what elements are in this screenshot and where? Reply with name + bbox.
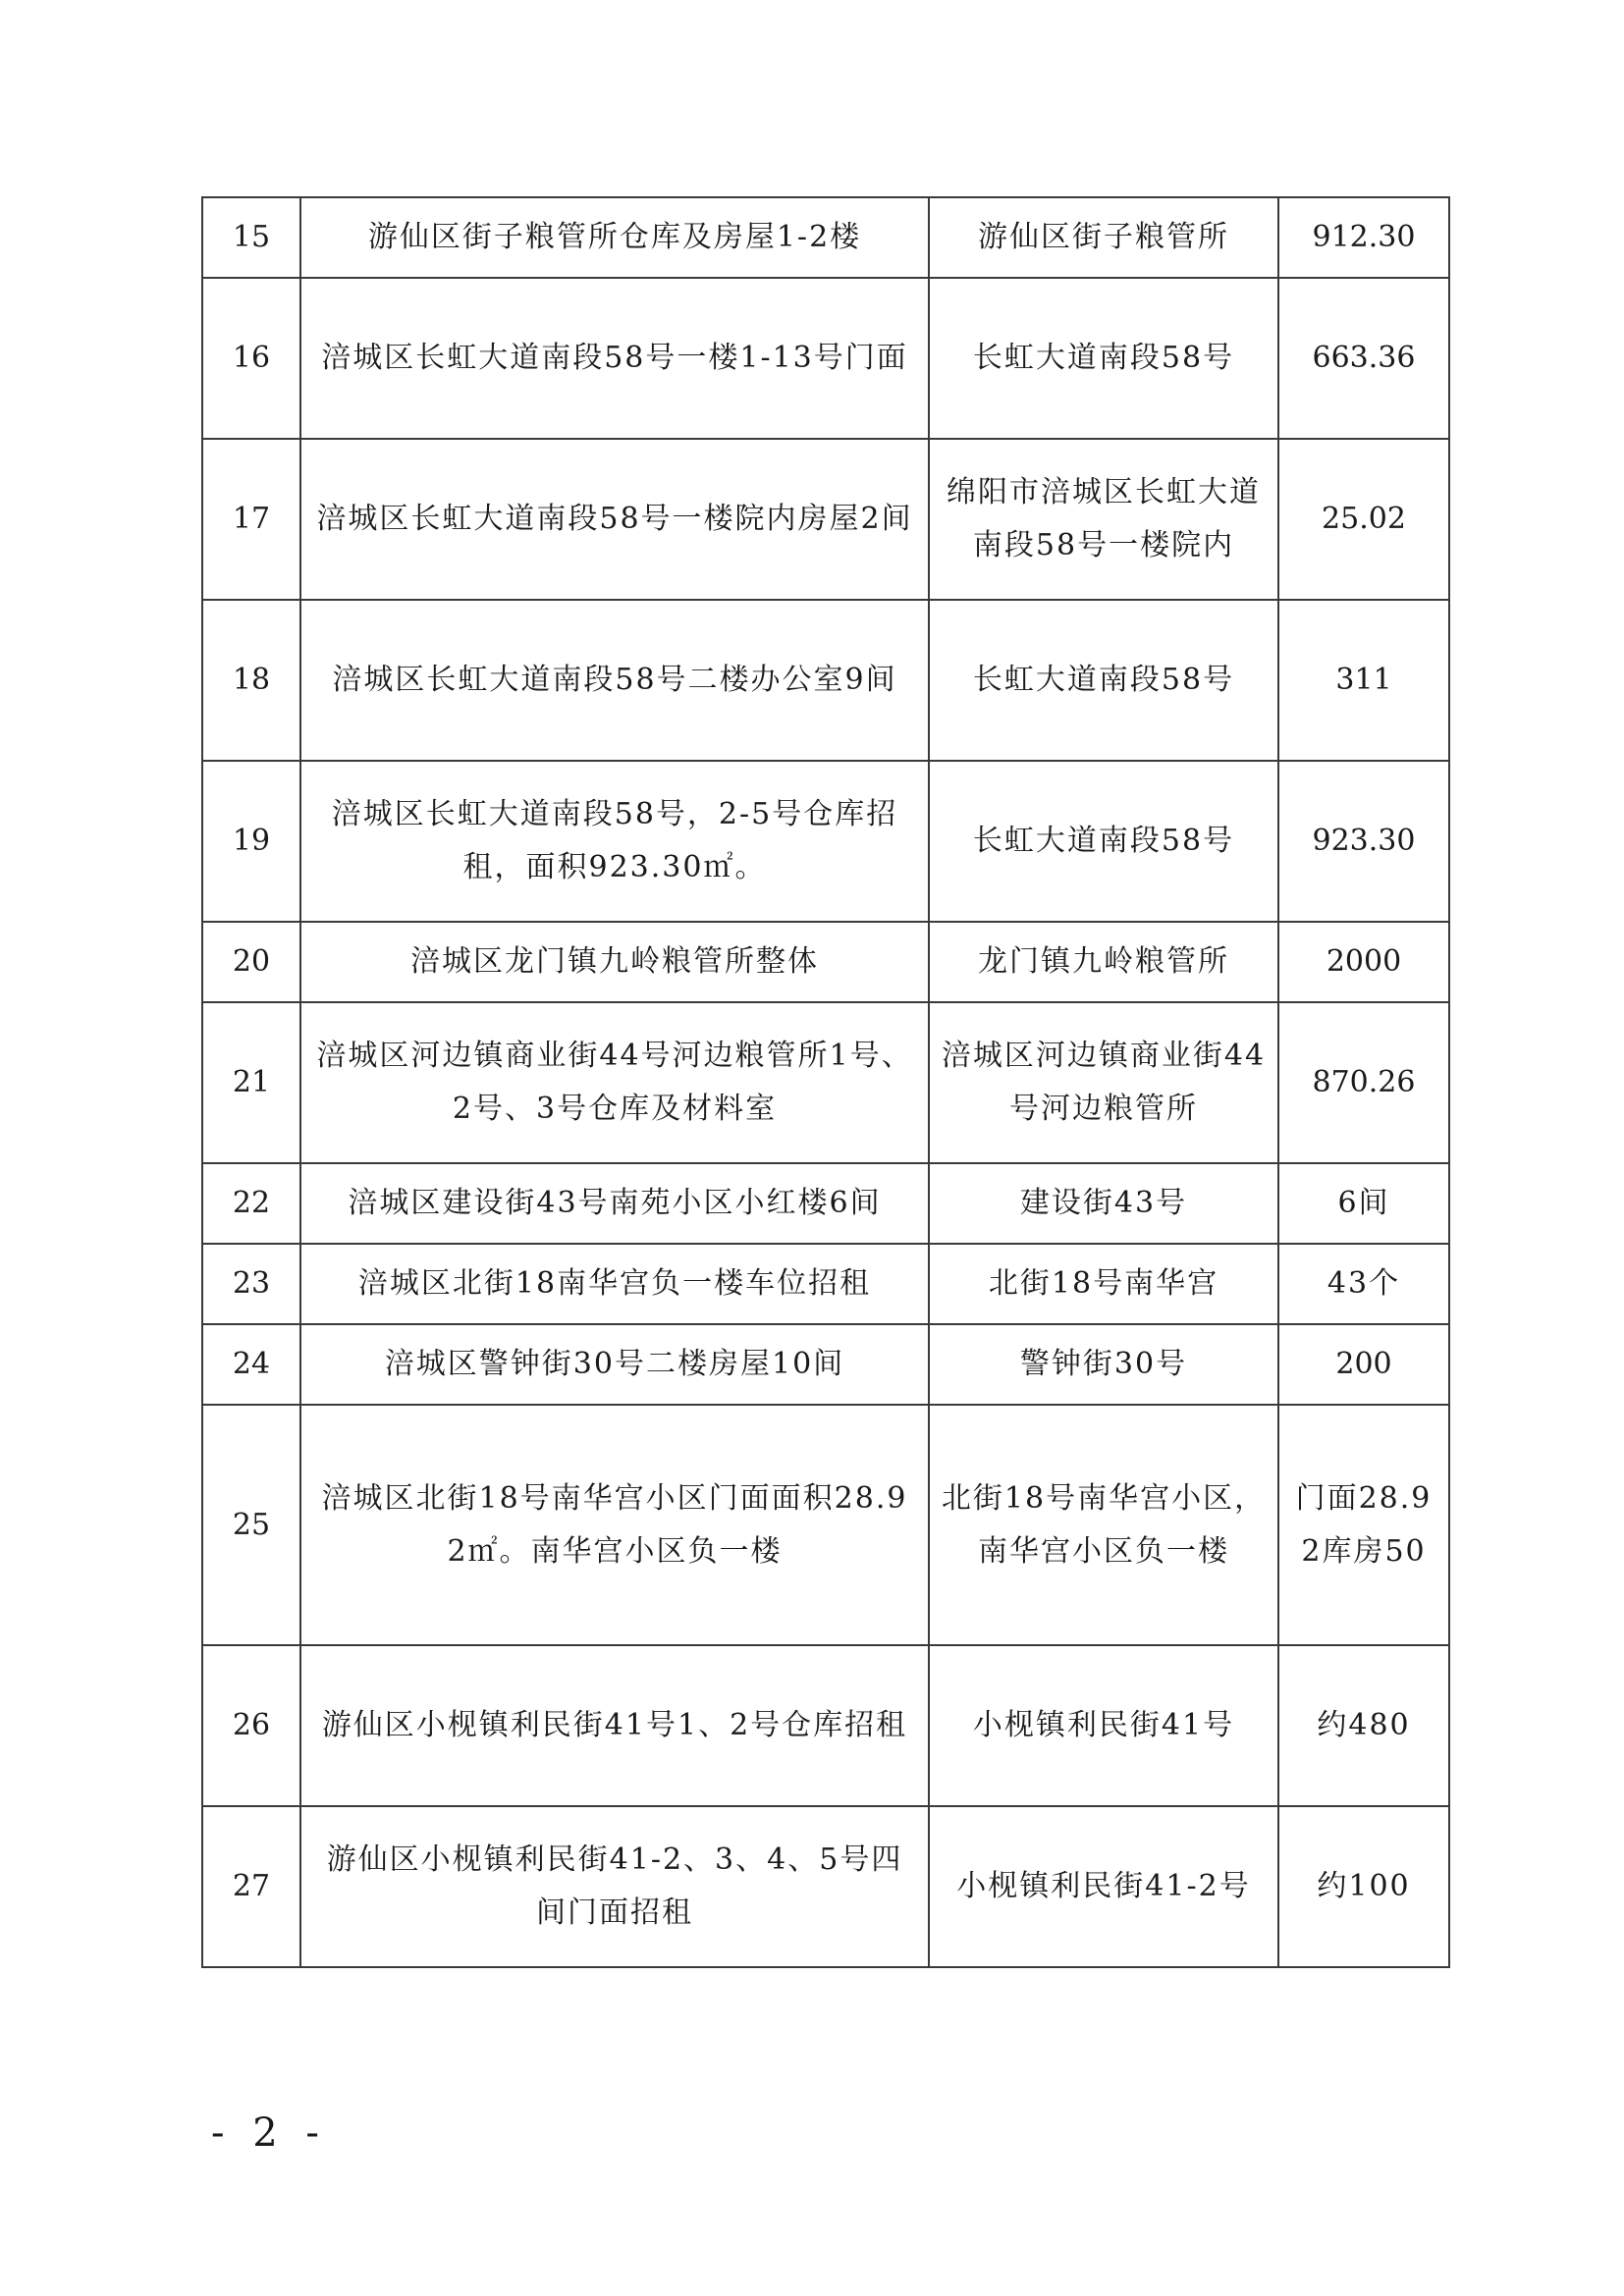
row-number: 27 [202, 1806, 300, 1967]
row-number: 15 [202, 197, 300, 278]
table-row [202, 197, 1449, 278]
table-row [202, 278, 1449, 439]
table-row [202, 1645, 1449, 1806]
row-number: 25 [202, 1405, 300, 1645]
property-name: 涪城区长虹大道南段58号，2-5号仓库招租，面积923.30㎡。 [300, 761, 929, 922]
property-location: 小枧镇利民街41号 [929, 1645, 1278, 1806]
table-row [202, 439, 1449, 600]
property-area: 663.36 [1278, 278, 1449, 439]
property-location: 北街18号南华宫 [929, 1244, 1278, 1324]
property-location: 游仙区街子粮管所 [929, 197, 1278, 278]
property-area: 923.30 [1278, 761, 1449, 922]
property-name: 涪城区长虹大道南段58号一楼院内房屋2间 [300, 439, 929, 600]
table-row [202, 600, 1449, 761]
table-row [202, 1244, 1449, 1324]
row-number: 20 [202, 922, 300, 1002]
table-row [202, 761, 1449, 922]
property-name: 涪城区北街18号南华宫小区门面面积28.92㎡。南华宫小区负一楼 [300, 1405, 929, 1645]
property-location: 北街18号南华宫小区，南华宫小区负一楼 [929, 1405, 1278, 1645]
property-area: 门面28.92库房50 [1278, 1405, 1449, 1645]
property-location: 涪城区河边镇商业街44号河边粮管所 [929, 1002, 1278, 1163]
property-area: 912.30 [1278, 197, 1449, 278]
property-name: 游仙区街子粮管所仓库及房屋1-2楼 [300, 197, 929, 278]
property-location: 长虹大道南段58号 [929, 761, 1278, 922]
property-area: 43个 [1278, 1244, 1449, 1324]
row-number: 26 [202, 1645, 300, 1806]
property-location: 警钟街30号 [929, 1324, 1278, 1405]
property-area: 2000 [1278, 922, 1449, 1002]
page-number: - 2 - [211, 2110, 327, 2156]
row-number: 24 [202, 1324, 300, 1405]
table-row [202, 922, 1449, 1002]
property-area: 约480 [1278, 1645, 1449, 1806]
property-area: 200 [1278, 1324, 1449, 1405]
row-number: 18 [202, 600, 300, 761]
row-number: 23 [202, 1244, 300, 1324]
property-location: 龙门镇九岭粮管所 [929, 922, 1278, 1002]
property-name: 涪城区建设街43号南苑小区小红楼6间 [300, 1163, 929, 1244]
row-number: 19 [202, 761, 300, 922]
property-location: 绵阳市涪城区长虹大道南段58号一楼院内 [929, 439, 1278, 600]
table-row [202, 1163, 1449, 1244]
property-name: 涪城区北街18南华宫负一楼车位招租 [300, 1244, 929, 1324]
property-name: 游仙区小枧镇利民街41号1、2号仓库招租 [300, 1645, 929, 1806]
property-name: 涪城区长虹大道南段58号二楼办公室9间 [300, 600, 929, 761]
property-table [201, 196, 1450, 1968]
property-name: 涪城区长虹大道南段58号一楼1-13号门面 [300, 278, 929, 439]
property-location: 长虹大道南段58号 [929, 278, 1278, 439]
property-location: 长虹大道南段58号 [929, 600, 1278, 761]
property-name: 涪城区河边镇商业街44号河边粮管所1号、2号、3号仓库及材料室 [300, 1002, 929, 1163]
table-row [202, 1405, 1449, 1645]
property-location: 小枧镇利民街41-2号 [929, 1806, 1278, 1967]
property-area: 约100 [1278, 1806, 1449, 1967]
property-name: 涪城区龙门镇九岭粮管所整体 [300, 922, 929, 1002]
row-number: 16 [202, 278, 300, 439]
row-number: 17 [202, 439, 300, 600]
table-row [202, 1324, 1449, 1405]
property-location: 建设街43号 [929, 1163, 1278, 1244]
property-name: 涪城区警钟街30号二楼房屋10间 [300, 1324, 929, 1405]
property-area: 870.26 [1278, 1002, 1449, 1163]
property-area: 311 [1278, 600, 1449, 761]
row-number: 22 [202, 1163, 300, 1244]
row-number: 21 [202, 1002, 300, 1163]
property-name: 游仙区小枧镇利民街41-2、3、4、5号四间门面招租 [300, 1806, 929, 1967]
table-row [202, 1002, 1449, 1163]
property-area: 6间 [1278, 1163, 1449, 1244]
table-row [202, 1806, 1449, 1967]
property-area: 25.02 [1278, 439, 1449, 600]
